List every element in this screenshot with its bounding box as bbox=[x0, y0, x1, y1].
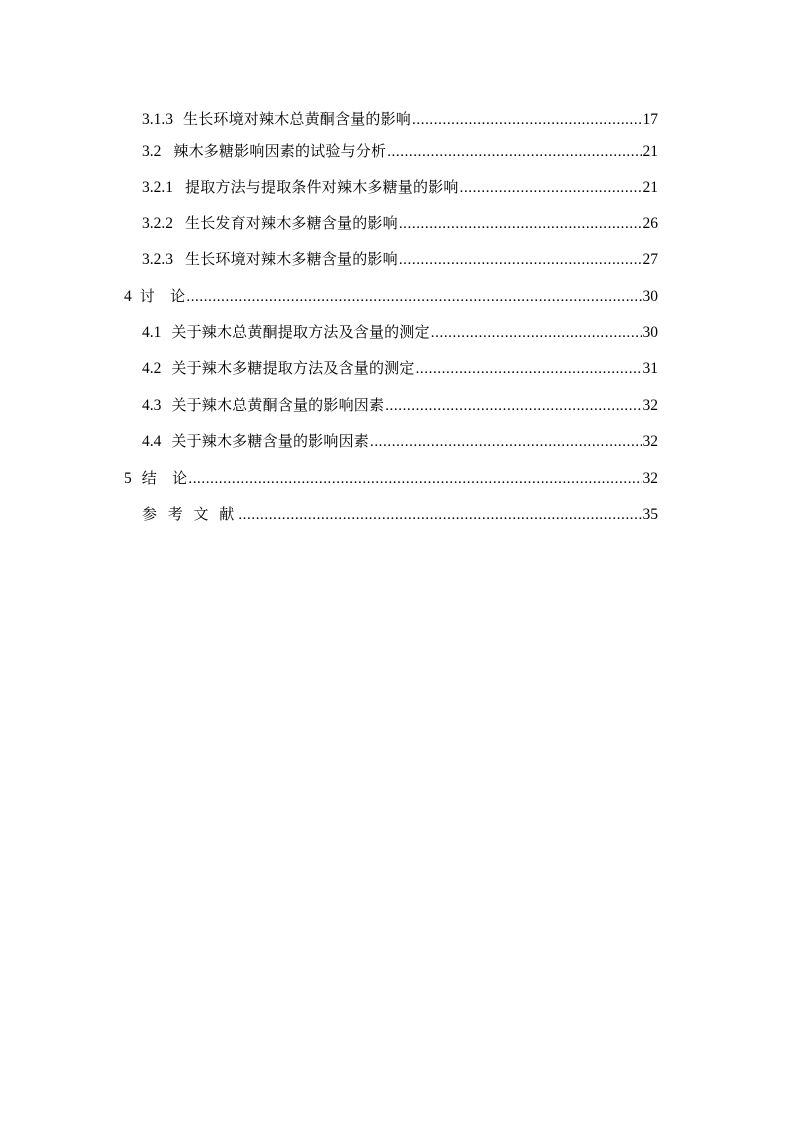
toc-entry-page: 21 bbox=[642, 179, 658, 196]
toc-entry-3-2-2[interactable] bbox=[142, 212, 658, 234]
toc-entry-number: 4.2 bbox=[142, 360, 162, 377]
toc-entry-title: 关于辣木多糖提取方法及含量的测定 bbox=[171, 359, 415, 377]
toc-entry-3-2[interactable] bbox=[142, 140, 658, 162]
toc-entry-number: 4.3 bbox=[142, 397, 162, 414]
toc-entry-3-2-3[interactable] bbox=[142, 248, 658, 270]
toc-leader-dots bbox=[416, 358, 642, 380]
toc-leader-dots bbox=[387, 141, 641, 163]
toc-entry-page: 31 bbox=[642, 360, 658, 377]
toc-entry-page: 32 bbox=[642, 397, 658, 414]
toc-entry-page: 30 bbox=[642, 288, 658, 305]
toc-entry-5[interactable] bbox=[124, 467, 658, 489]
toc-entry-title: 生长环境对辣木多糖含量的影响 bbox=[185, 250, 398, 268]
toc-entry-page: 27 bbox=[642, 251, 658, 268]
toc-entry-title: 参 考 文 献 bbox=[142, 505, 238, 523]
toc-entry-number: 4 bbox=[124, 288, 132, 305]
toc-leader-dots bbox=[188, 468, 641, 490]
toc-entry-page: 17 bbox=[642, 111, 658, 128]
toc-entry-4-3[interactable] bbox=[142, 394, 658, 416]
toc-entry-title: 辣木多糖影响因素的试验与分析 bbox=[173, 142, 387, 160]
toc-leader-dots bbox=[186, 286, 641, 308]
toc-entry-4-1[interactable] bbox=[142, 321, 658, 343]
toc-entry-page: 35 bbox=[642, 506, 658, 523]
toc-entry-4-2[interactable] bbox=[142, 357, 658, 379]
toc-entry-page: 32 bbox=[642, 433, 658, 450]
toc-entry-title: 生长环境对辣木总黄酮含量的影响 bbox=[183, 110, 412, 128]
toc-entry-number: 3.1.3 bbox=[142, 111, 173, 128]
toc-leader-dots bbox=[412, 109, 641, 131]
toc-entry-page: 21 bbox=[642, 143, 658, 160]
toc-entry-number: 4.1 bbox=[142, 324, 162, 341]
toc-entry-page: 26 bbox=[642, 215, 658, 232]
toc-entry-number: 3.2.1 bbox=[142, 179, 173, 196]
toc-entry-title: 关于辣木总黄酮提取方法及含量的测定 bbox=[171, 323, 430, 341]
toc-entry-page: 30 bbox=[642, 324, 658, 341]
toc-entry-title: 关于辣木多糖含量的影响因素 bbox=[171, 432, 369, 450]
toc-leader-dots bbox=[431, 322, 642, 344]
toc-leader-dots bbox=[370, 431, 642, 453]
toc-entry-number: 3.2.2 bbox=[142, 215, 173, 232]
toc-entry-number: 3.2 bbox=[142, 143, 162, 160]
toc-entry-3-2-1[interactable] bbox=[142, 176, 658, 198]
toc-leader-dots bbox=[399, 213, 642, 235]
toc-entry-title: 提取方法与提取条件对辣木多糖量的影响 bbox=[185, 178, 459, 196]
toc-entry-3-1-3[interactable] bbox=[142, 108, 658, 130]
toc-entry-number: 4.4 bbox=[142, 433, 162, 450]
toc-entry-4-4[interactable] bbox=[142, 430, 658, 452]
toc-leader-dots bbox=[385, 395, 641, 417]
toc-leader-dots bbox=[460, 177, 642, 199]
toc-entry-title: 结 论 bbox=[141, 469, 188, 487]
toc-entry-title: 关于辣木总黄酮含量的影响因素 bbox=[171, 396, 385, 414]
toc-entry-references[interactable] bbox=[142, 503, 658, 525]
toc-leader-dots bbox=[399, 249, 642, 271]
toc-entry-4[interactable] bbox=[124, 285, 658, 307]
toc-leader-dots bbox=[238, 504, 641, 526]
toc-entry-title: 讨 论 bbox=[139, 287, 186, 305]
toc-entry-title: 生长发育对辣木多糖含量的影响 bbox=[185, 214, 398, 232]
toc-entry-number: 5 bbox=[124, 470, 132, 487]
toc-entry-number: 3.2.3 bbox=[142, 251, 173, 268]
toc-entry-page: 32 bbox=[642, 470, 658, 487]
